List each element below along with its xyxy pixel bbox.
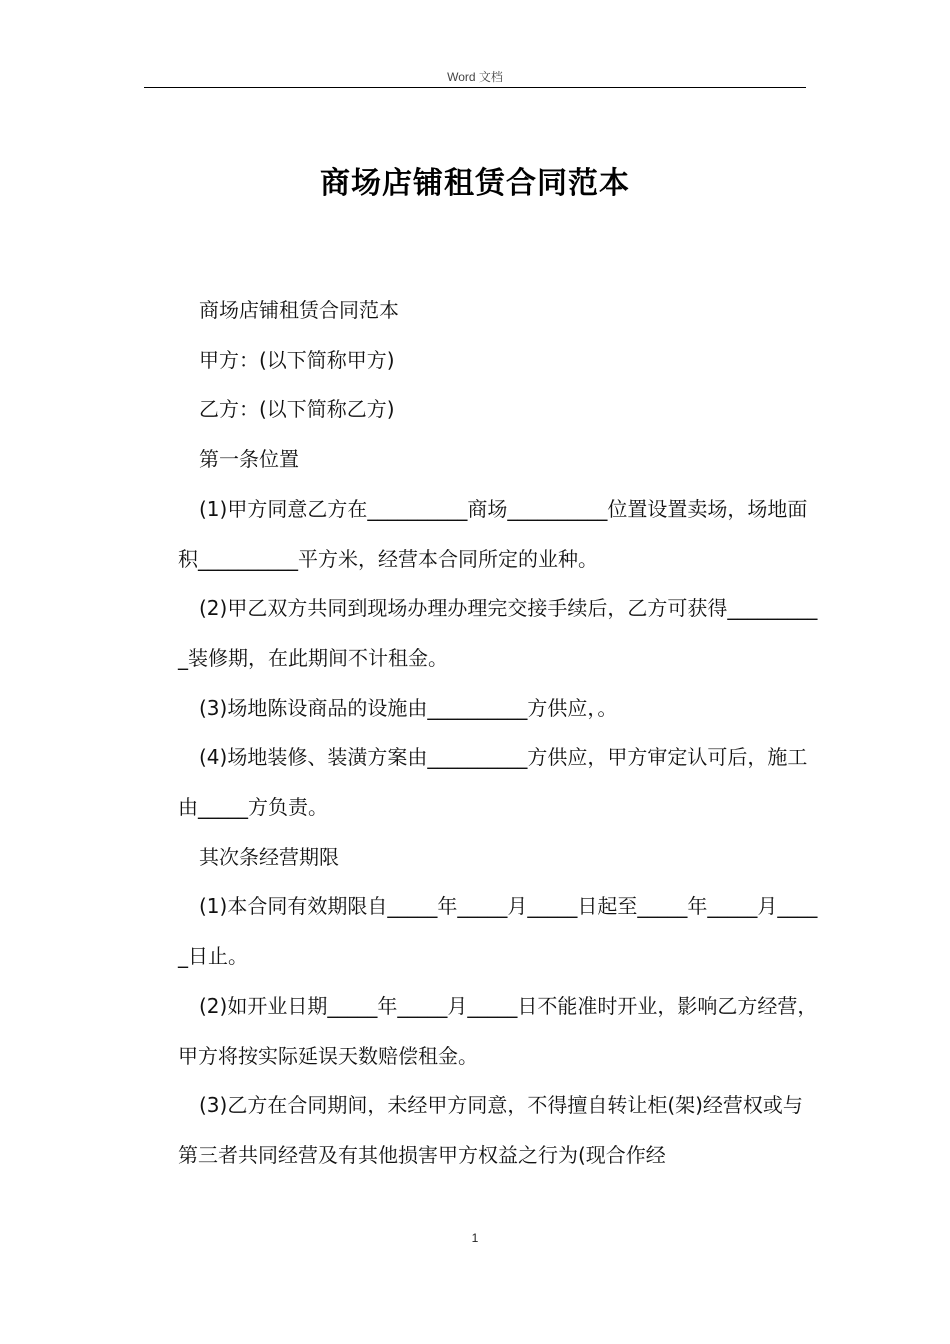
body-paragraph: (3)场地陈设商品的设施由__________方供应，。 bbox=[199, 695, 618, 720]
page-number: 1 bbox=[471, 1231, 479, 1245]
document-title: 商场店铺租赁合同范本 bbox=[320, 166, 630, 201]
body-paragraph: (2)甲乙双方共同到现场办理办理完交接手续后，乙方可获得__________装修期，在此期间不计租金。 bbox=[178, 596, 818, 670]
body-paragraph: 乙方：(以下简称乙方) bbox=[199, 397, 395, 422]
body-paragraph: 甲方：(以下简称甲方) bbox=[199, 347, 395, 372]
body-paragraph: (3)乙方在合同期间，未经甲方同意，不得擅自转让柜(架)经营权或与第三者共同经营及有其他损害甲方权益之行为(现合作经 bbox=[178, 1093, 803, 1167]
body-paragraph: (4)场地装修、装潢方案由__________方供应，甲方审定认可后，施工由_____方负责。 bbox=[178, 745, 808, 820]
body-paragraph: 商场店铺租赁合同范本 bbox=[199, 298, 399, 322]
document-body bbox=[178, 286, 818, 1181]
body-paragraph: (1)本合同有效期限自_____年_____月_____日起至_____年_____月_____日止。 bbox=[178, 894, 818, 969]
body-paragraph: (1)甲方同意乙方在__________商场__________位置设置卖场，场地面积__________平方米，经营本合同所定的业种。 bbox=[178, 496, 808, 571]
header-rule bbox=[144, 87, 806, 88]
page-header: Word 文档 bbox=[447, 70, 503, 84]
section-heading: 其次条经营期限 bbox=[199, 844, 339, 869]
body-paragraph: (2)如开业日期_____年_____月_____日不能准时开业，影响乙方经营，甲方将按实际延误天数赔偿租金。 bbox=[178, 993, 818, 1068]
section-heading: 第一条位置 bbox=[199, 447, 299, 472]
